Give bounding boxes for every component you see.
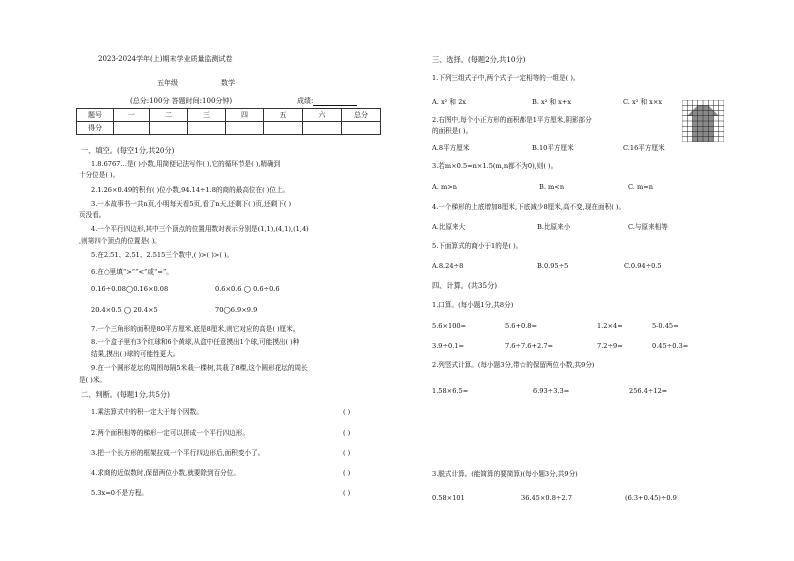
choice-5: 5.下面算式的商小于1的是( )。	[432, 242, 523, 250]
grid-lines	[682, 100, 724, 142]
section-1-title: 一、填空。(每空1分,共20分)	[81, 146, 175, 155]
choice-4-a[interactable]: A.比原来大	[432, 223, 466, 231]
table-cell: 四	[226, 109, 264, 122]
compare-3: 20.4×0.5 ◯ 20.4×5	[91, 306, 158, 314]
choice-4: 4.一个梯形的上底增加8厘米,下底减少8厘米,高不变,现在面积( )。	[432, 203, 626, 211]
choice-3-c[interactable]: C. m=n	[628, 183, 654, 191]
oral-calc: 7.2÷9=	[597, 342, 623, 350]
table-cell[interactable]	[150, 122, 188, 135]
oral-calc: 3.9÷0.1=	[432, 342, 465, 350]
oral-calc: 0.45÷0.3=	[652, 342, 689, 350]
table-cell: 六	[303, 109, 342, 122]
choice-2-a[interactable]: A.8平方厘米	[432, 144, 470, 152]
choice-3-a[interactable]: A. m>n	[432, 183, 457, 191]
grid-figure	[682, 100, 724, 142]
section-4-title: 四、计算。(共35分)	[432, 281, 498, 290]
table-cell: 一	[114, 109, 150, 122]
choice-1-a[interactable]: A. x² 和 2x	[432, 98, 467, 106]
table-cell[interactable]	[342, 122, 381, 135]
choice-4-c[interactable]: C.与原来相等	[628, 223, 668, 231]
choice-2-b[interactable]: B.10平方厘米	[532, 144, 574, 152]
choice-5-c[interactable]: C.0.94÷0.5	[624, 262, 662, 270]
compare-2: 0.6×0.6 ◯ 0.6÷0.6	[215, 285, 280, 293]
table-cell: 总分	[342, 109, 381, 122]
judge-2-paren[interactable]: ( )	[343, 429, 351, 437]
judge-1: 1.乘法算式中的积一定大于每个因数。	[91, 408, 203, 416]
table-cell[interactable]	[264, 122, 303, 135]
table-cell: 题号	[77, 109, 114, 122]
choice-3-b[interactable]: B. m<n	[539, 183, 565, 191]
question-1-line2: 十分位是( )。	[79, 171, 120, 179]
exam-info: (总分:100分 答题时间:100分钟)	[130, 97, 233, 105]
judge-5: 5.3x=0不是方程。	[91, 489, 148, 497]
score-label: 成绩:	[297, 97, 314, 105]
section-3-title: 三、选择。(每题2分,共10分)	[432, 55, 526, 64]
compare-4: 70◯6.9×9.9	[215, 306, 258, 314]
vertical-calc: 256.4÷12≈	[629, 387, 668, 395]
choice-5-a[interactable]: A.8.24÷8	[432, 262, 464, 270]
judge-3: 3.把一个长方形的框架拉成一个平行四边形后,面积变小了。	[91, 449, 265, 457]
subject-label: 数学	[221, 79, 235, 87]
table-cell: 二	[150, 109, 188, 122]
question-2: 2.1.26×0.49的积有( )位小数,94.14÷1.8的商的最高位在( )位上。	[91, 186, 290, 194]
oral-calc: 5.6×100=	[432, 322, 467, 330]
score-blank[interactable]	[313, 98, 357, 106]
question-5: 5.在2.51、2.51、2.515三个数中,( )>( )>( )。	[91, 251, 234, 259]
judge-5-paren[interactable]: ( )	[343, 489, 351, 497]
vertical-calc: 6.93÷3.3=	[533, 387, 570, 395]
table-cell[interactable]	[226, 122, 264, 135]
choice-1-b[interactable]: B. x² 和 x+x	[532, 98, 572, 106]
compare-1: 0.16÷0.08◯0.16×0.08	[91, 285, 169, 293]
calc-3-title: 3.脱式计算。(能简算的要简算)(每小题3分,共9分)	[432, 470, 578, 478]
exam-title: 2023-2024学年(上)期末学业质量监测试卷	[98, 55, 233, 63]
question-9-line1: 9.在一个圆形花坛的周围每隔5米栽一棵树,共栽了8棵,这个圆形花坛的周长	[91, 364, 308, 372]
choice-2-line2: 的面积是( )。	[432, 127, 473, 135]
question-3-line1: 3.一本故事书一共n页,小明每天看5页,看了n天,还剩下( )页,还剩下( )	[91, 200, 292, 208]
question-7: 7.一个三角形的面积是80平方厘米,底是8厘米,则它对应的高是( )厘米。	[91, 325, 300, 333]
judge-4: 4.求商的近似数时,保留两位小数,就要除到百分位。	[91, 469, 240, 477]
choice-1-c[interactable]: C. x² 和 x×x	[623, 98, 663, 106]
table-cell: 三	[188, 109, 226, 122]
calc-2-title: 2.列竖式计算。(每小题3分,带☆的保留两位小数,共9分)	[432, 361, 595, 369]
oral-calc: 7.6÷7.6+2.7=	[505, 342, 554, 350]
question-9-line2: 是( )米。	[79, 376, 107, 384]
question-1-line1: 1.8.6767…是( )小数,用简便记法写作( ),它的循环节是( ),精确到	[91, 160, 281, 168]
section-2-title: 二、判断。(每题1分,共5分)	[81, 390, 170, 399]
choice-5-b[interactable]: B.0.95÷5	[537, 262, 569, 270]
choice-3: 3.若m×0.5=n×1.5(m,n都不为0),则( )。	[432, 162, 558, 170]
score-field	[297, 97, 357, 106]
question-4-line1: 4.一个平行四边形,其中三个顶点的位置用数对表示分别是(1,1),(4,1),(1,4)	[91, 225, 309, 233]
choice-2-c[interactable]: C.16平方厘米	[623, 144, 665, 152]
judge-3-paren[interactable]: ( )	[343, 449, 351, 457]
question-3-line2: 页没看。	[79, 211, 106, 219]
choice-4-b[interactable]: B.比原来小	[537, 223, 571, 231]
question-6: 6.在○里填“>”“<”或“=”。	[91, 268, 173, 276]
oral-calc: 1.2×4=	[597, 322, 623, 330]
question-8-line2: 结果,摸出( )球的可能性更大。	[91, 350, 180, 358]
table-cell[interactable]	[303, 122, 342, 135]
stepwise-calc: (6.3+0.45)÷0.9	[625, 494, 677, 502]
table-cell[interactable]	[188, 122, 226, 135]
choice-1: 1.下列三组式子中,两个式子一定相等的一组是( )。	[432, 74, 580, 82]
question-8-line1: 8.一个盒子里有3个红球和6个黄球,从盒中任意摸出1个球,可能摸出( )种	[91, 338, 300, 346]
oral-calc: 5.6+0.8=	[505, 322, 538, 330]
table-row	[77, 122, 381, 135]
judge-4-paren[interactable]: ( )	[343, 469, 351, 477]
score-table	[76, 108, 381, 135]
table-cell[interactable]	[114, 122, 150, 135]
calc-1-title: 1.口算。(每小题1分,共8分)	[432, 301, 514, 309]
table-cell: 五	[264, 109, 303, 122]
question-4-line2: ,则第四个顶点的位置是( )。	[79, 237, 161, 245]
oral-calc: 5-0.45=	[652, 322, 679, 330]
grade-label: 五年级	[157, 79, 178, 87]
choice-2-line1: 2.右图中,每个小正方形的面积都是1平方厘米,阴影部分	[432, 116, 592, 124]
judge-1-paren[interactable]: ( )	[343, 408, 351, 416]
judge-2: 2.两个面积相等的梯形一定可以拼成一个平行四边形。	[91, 429, 249, 437]
stepwise-calc: 0.58×101	[432, 494, 465, 502]
table-row	[77, 109, 381, 122]
stepwise-calc: 36.45×0.8÷2.7	[521, 494, 572, 502]
vertical-calc: 1.58×6.5=	[432, 387, 469, 395]
table-cell: 得分	[77, 122, 114, 135]
